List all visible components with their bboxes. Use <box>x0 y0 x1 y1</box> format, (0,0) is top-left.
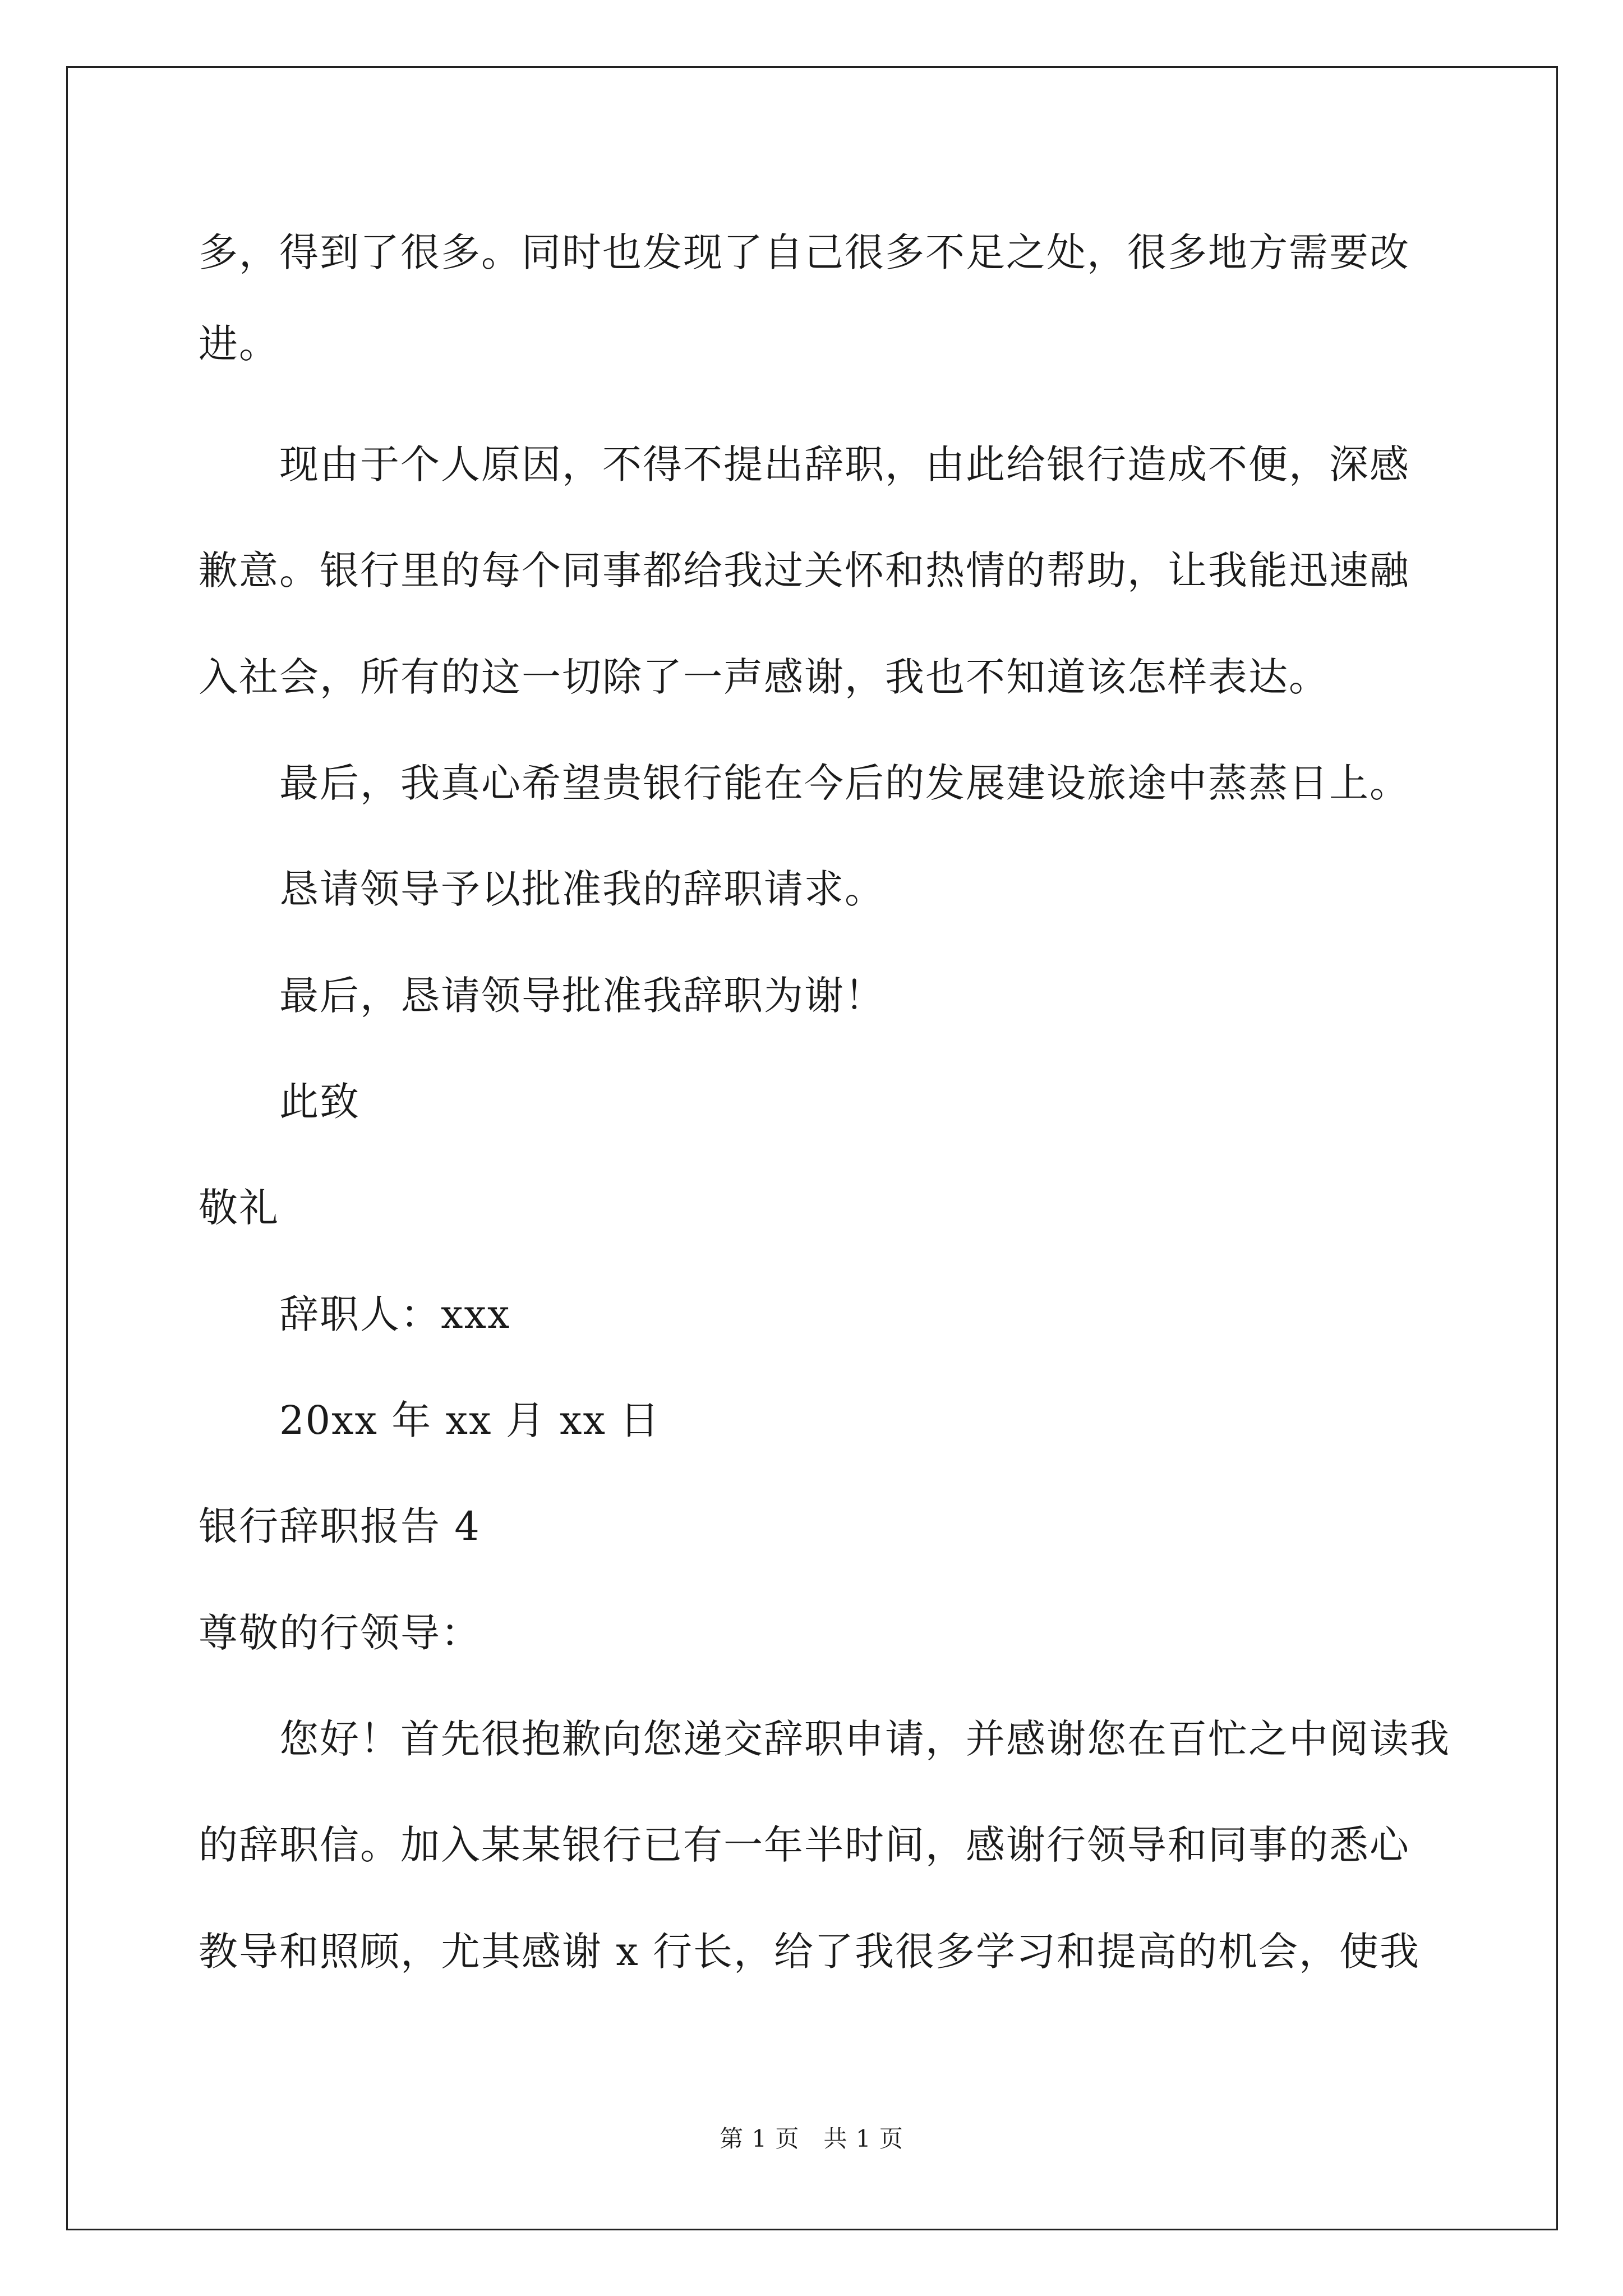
body-line-5: 入社会，所有的这一切除了一声感谢，我也不知道该怎样表达。 <box>199 654 1329 700</box>
body-line-10: 的辞职信。加入某某银行已有一年半时间，感谢行领导和同事的悉心 <box>199 1822 1410 1868</box>
signature-line: 辞职人：xxx <box>279 1291 511 1337</box>
date-line: 20xx 年 xx 月 xx 日 <box>279 1397 661 1443</box>
body-line-2: 进。 <box>199 321 279 367</box>
closing-line-2: 敬礼 <box>199 1185 279 1231</box>
section-heading: 银行辞职报告 4 <box>199 1503 481 1549</box>
body-line-4: 歉意。银行里的每个同事都给我过关怀和热情的帮助，让我能迅速融 <box>199 547 1410 593</box>
salutation-line: 尊敬的行领导： <box>199 1610 481 1656</box>
page-border <box>66 66 1558 2230</box>
body-line-9: 您好！首先很抱歉向您递交辞职申请，并感谢您在百忙之中阅读我 <box>279 1716 1450 1762</box>
body-line-7: 恳请领导予以批准我的辞职请求。 <box>279 866 885 912</box>
body-line-11: 教导和照顾，尤其感谢 x 行长，给了我很多学习和提高的机会，使我 <box>199 1929 1420 1975</box>
body-line-6: 最后，我真心希望贵银行能在今后的发展建设旅途中蒸蒸日上。 <box>279 760 1410 806</box>
page-footer: 第 1 页 共 1 页 <box>720 2125 903 2152</box>
body-line-3: 现由于个人原因，不得不提出辞职，由此给银行造成不便，深感 <box>279 441 1410 487</box>
body-line-8: 最后，恳请领导批准我辞职为谢！ <box>279 973 885 1019</box>
closing-line-1: 此致 <box>279 1079 360 1125</box>
body-line-1: 多，得到了很多。同时也发现了自己很多不足之处，很多地方需要改 <box>199 229 1410 275</box>
